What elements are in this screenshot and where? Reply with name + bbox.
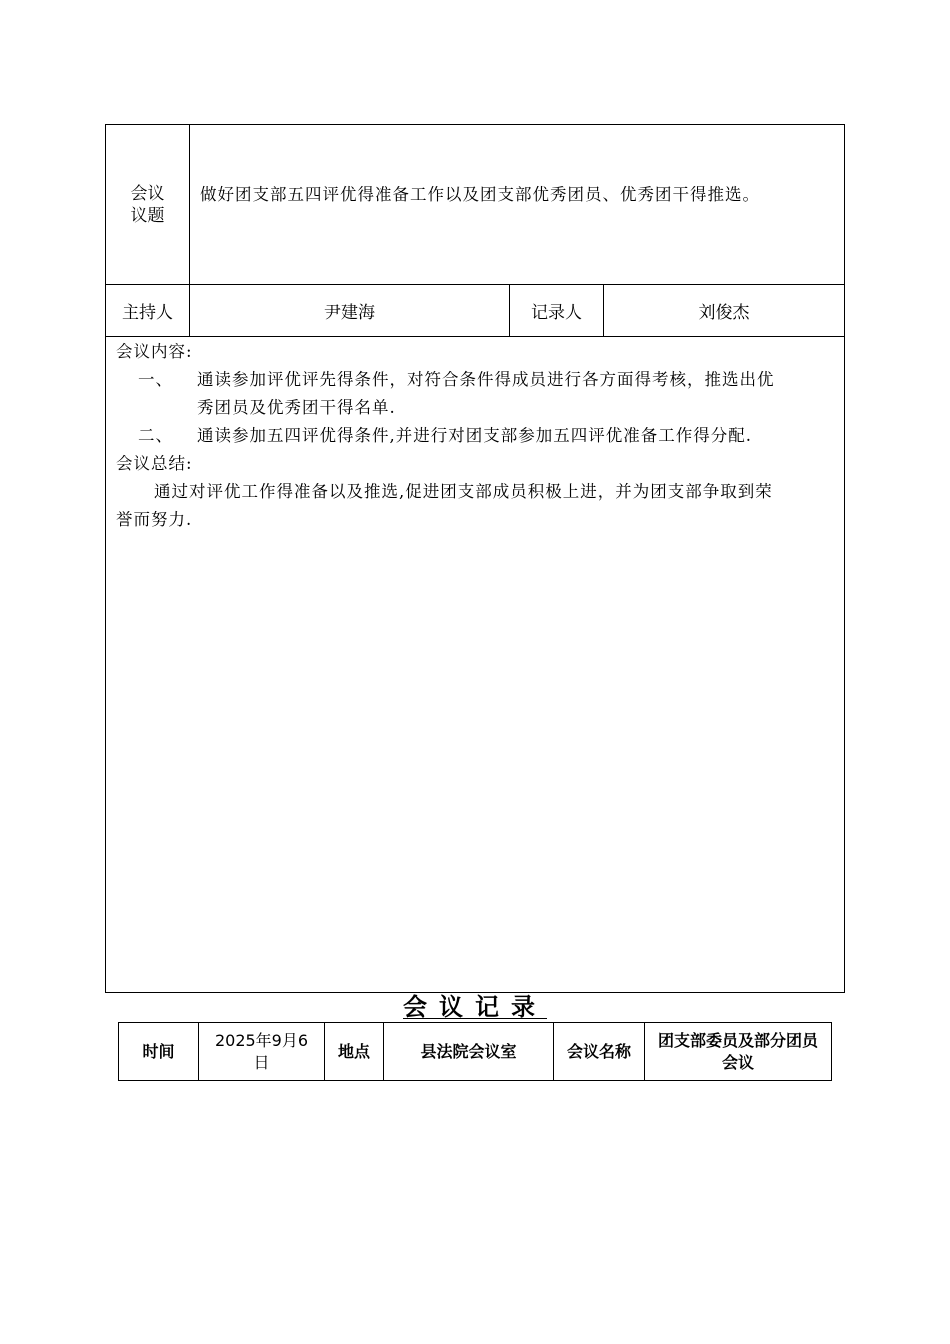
meeting-record-table — [105, 124, 845, 993]
meeting-name-value: 团支部委员及部分团员会议 — [658, 1030, 819, 1072]
topic-label: 会议议题 — [130, 183, 165, 226]
content-heading: 会议内容: — [116, 342, 193, 361]
summary-heading: 会议总结: — [116, 454, 193, 473]
meeting-info-table — [118, 1022, 832, 1081]
item-line: 通读参加五四评优得条件,并进行对团支部参加五四评优准备工作得分配. — [197, 426, 752, 445]
recorder-label: 记录人 — [510, 285, 604, 336]
people-row — [106, 285, 844, 337]
time-label: 时间 — [119, 1023, 199, 1080]
topic-text: 做好团支部五四评优得准备工作以及团支部优秀团员、优秀团干得推选。 — [200, 185, 760, 204]
item-line: 通读参加评优评先得条件，对符合条件得成员进行各方面得考核，推选出优 — [197, 370, 775, 389]
item-number: 一、 — [138, 370, 173, 389]
time-value: 2025年9月6日 — [214, 1030, 309, 1072]
summary-line: 誉而努力. — [116, 510, 193, 529]
content-item — [116, 422, 836, 450]
record-title — [0, 990, 950, 1024]
meeting-name-label: 会议名称 — [567, 1041, 632, 1061]
host-label: 主持人 — [106, 285, 190, 336]
item-line: 秀团员及优秀团干得名单. — [197, 398, 396, 417]
topic-label-cell — [106, 125, 190, 284]
item-number: 二、 — [138, 426, 173, 445]
summary-line: 通过对评优工作得准备以及推选,促进团支部成员积极上进，并为团支部争取到荣 — [154, 482, 773, 501]
recorder-name: 刘俊杰 — [698, 303, 750, 323]
meeting-name-label-cell — [554, 1023, 645, 1080]
place-label: 地点 — [325, 1023, 384, 1080]
time-value-cell — [199, 1023, 325, 1080]
record-title-text: 会议记录 — [403, 992, 547, 1021]
topic-row — [106, 125, 844, 285]
meeting-content — [116, 338, 836, 534]
host-name: 尹建海 — [190, 285, 510, 336]
place-value: 县法院会议室 — [384, 1023, 554, 1080]
content-item — [116, 366, 836, 422]
meeting-name-value-cell — [645, 1023, 831, 1080]
